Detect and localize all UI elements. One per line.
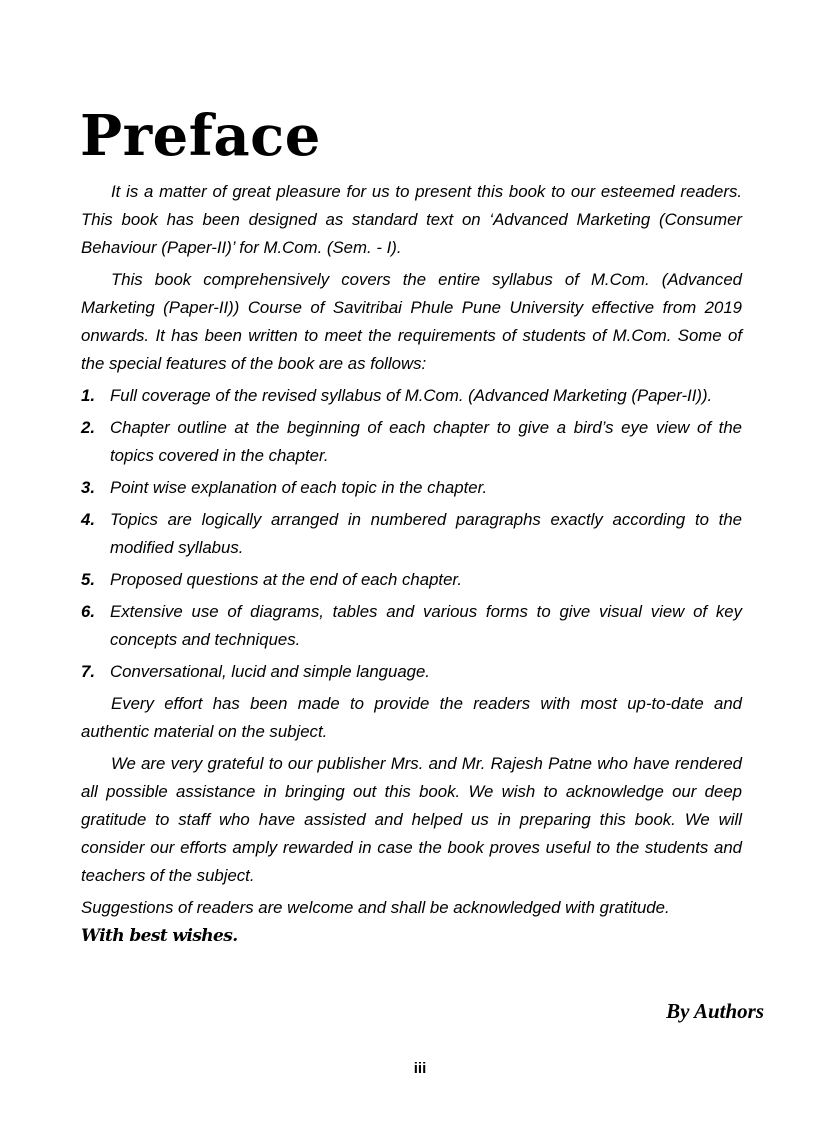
syllabus-paragraph: This book comprehensively covers the entire syllabus of M.Com. (Advanced Marketing (Paper-II)) Course of Savitribai Phule Pune University effective from 2019 onwards. It has been written to meet the requirements of students of M.Com. Some of the special features of the book are as follows:	[81, 270, 742, 373]
feature-text: Conversational, lucid and simple language.	[110, 662, 430, 681]
feature-text: Full coverage of the revised syllabus of M.Com. (Advanced Marketing (Paper-II)).	[110, 386, 713, 405]
feature-text: Topics are logically arranged in numbered paragraphs exactly according to the modified syllabus.	[110, 510, 742, 557]
page-number: iii	[413, 1060, 427, 1077]
preface-body	[81, 178, 742, 950]
feature-number: 4.	[81, 510, 95, 529]
signature: By Authors	[666, 999, 764, 1023]
feature-text: Chapter outline at the beginning of each chapter to give a bird’s eye view of the topics covered in the chapter.	[110, 418, 742, 465]
feature-number: 5.	[81, 570, 95, 589]
suggestions-paragraph: Suggestions of readers are welcome and shall be acknowledged with gratitude.	[81, 898, 670, 917]
feature-number: 3.	[81, 478, 95, 497]
feature-item-3	[81, 474, 742, 502]
feature-item-1	[81, 382, 742, 410]
feature-item-7	[81, 658, 742, 686]
feature-number: 6.	[81, 602, 95, 621]
features-list	[81, 382, 742, 686]
feature-item-2	[81, 414, 742, 470]
page-title: Preface	[80, 103, 321, 169]
feature-text: Point wise explanation of each topic in the chapter.	[110, 478, 488, 497]
closing-line: With best wishes.	[81, 926, 238, 946]
feature-number: 1.	[81, 386, 95, 405]
feature-number: 7.	[81, 662, 95, 681]
gratitude-paragraph: We are very grateful to our publisher Mrs. and Mr. Rajesh Patne who have rendered all possible assistance in bringing out this book. We wish to acknowledge our deep gratitude to staff who have assisted and helped us in preparing this book. We will consider our efforts amply rewarded in case the book proves useful to the students and teachers of the subject.	[81, 754, 742, 885]
feature-item-6	[81, 598, 742, 654]
feature-item-4	[81, 506, 742, 562]
feature-text: Proposed questions at the end of each chapter.	[110, 570, 463, 589]
feature-item-5	[81, 566, 742, 594]
feature-text: Extensive use of diagrams, tables and various forms to give visual view of key concepts and techniques.	[110, 602, 742, 649]
effort-paragraph: Every effort has been made to provide the readers with most up-to-date and authentic material on the subject.	[81, 694, 742, 741]
intro-paragraph: It is a matter of great pleasure for us to present this book to our esteemed readers. This book has been designed as standard text on ‘Advanced Marketing (Consumer Behaviour (Paper-II)’ for M.Com. (Sem. - I).	[81, 182, 742, 257]
feature-number: 2.	[81, 418, 95, 437]
